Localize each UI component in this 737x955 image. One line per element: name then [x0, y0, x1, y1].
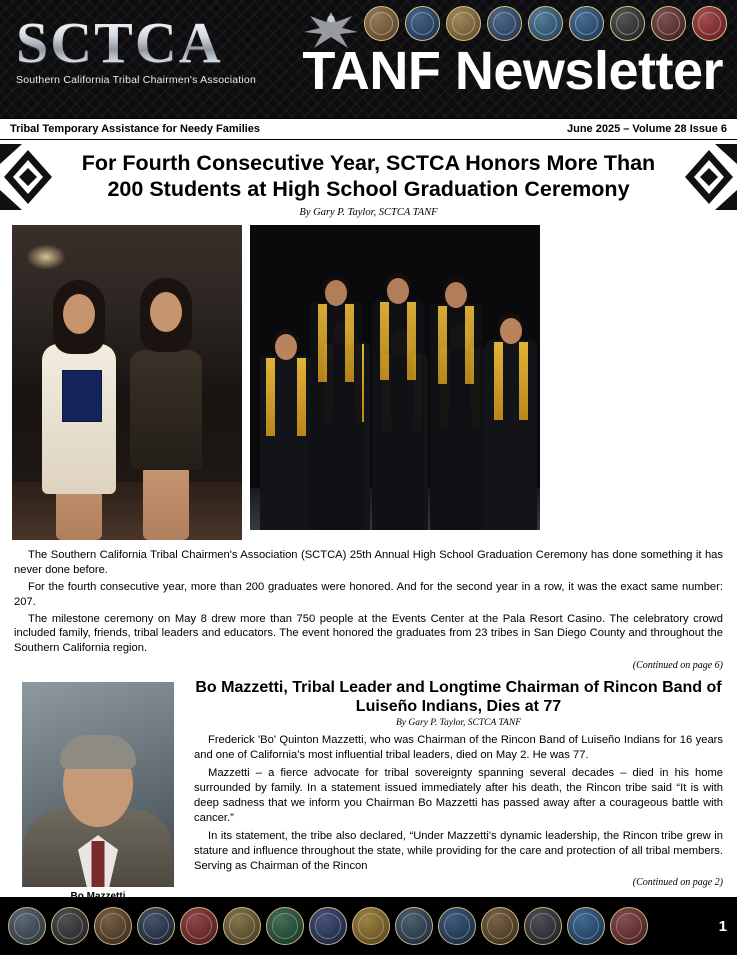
photo-figure: [306, 280, 366, 530]
footer-seal-pala: [352, 907, 390, 945]
second-story-text: [194, 678, 723, 902]
issue-info: June 2025 – Volume 28 Issue 6: [567, 123, 727, 135]
second-story: [0, 672, 737, 902]
second-paragraph: Mazzetti – a fierce advocate for tribal sovereignty spanning several decades – died in his home surrounded by family. In a statement issued immediately after his death, the Rincon tribe said “It is with deep sadness that we inform you Chairman Bo Mazzetti has passed away after a courageous battle with cancer.”: [194, 767, 723, 825]
tribal-seal-9: [692, 6, 727, 41]
lead-story-body: [0, 540, 737, 672]
second-paragraph: In its statement, the tribe also declared, “Under Mazzetti's dynamic leadership, the Rincon tribe grew in stature and influence throughout the state, while providing for the care and protection of all tribal members. Serving as Chairman of the Rincon: [194, 830, 723, 873]
tribal-seal-6: [569, 6, 604, 41]
tribal-diamond-left-icon: [0, 144, 56, 210]
tribal-seal-7: [610, 6, 645, 41]
sctca-logo-text: SCTCA: [16, 14, 306, 72]
lead-photo-left: [12, 225, 242, 540]
lead-continued-note: (Continued on page 6): [632, 659, 723, 671]
lead-paragraph: For the fourth consecutive year, more than 200 graduates were honored. And for the second year in a row, it was the exact same number: 207.: [14, 581, 723, 608]
second-headline: Bo Mazzetti, Tribal Leader and Longtime Chairman of Rincon Band of Luiseño Indians, Dies at 77: [195, 679, 722, 716]
tribal-seal-2: [405, 6, 440, 41]
lead-photo-row: [0, 222, 737, 540]
lead-paragraph: The Southern California Tribal Chairmen's Association (SCTCA) 25th Annual High School Graduation Ceremony has done something it has never done before.: [14, 549, 723, 577]
subtitle-left: Tribal Temporary Assistance for Needy Families: [10, 123, 261, 135]
tribal-diamond-right-icon: [681, 144, 737, 210]
second-byline: By Gary P. Taylor, SCTCA TANF: [395, 718, 522, 729]
second-paragraph: Frederick 'Bo' Quinton Mazzetti, who was Chairman of the Rincon Band of Luiseño Indians for 16 years and one of California's most influential tribal leaders, died on May 2. He was 77.: [194, 734, 723, 762]
footer-seal-viejas: [481, 907, 519, 945]
lead-byline: By Gary P. Taylor, SCTCA TANF: [299, 207, 438, 219]
footer-seal-san-manuel: [438, 907, 476, 945]
footer-seal-rincon: [395, 907, 433, 945]
masthead: [0, 0, 737, 118]
tribal-seal-8: [651, 6, 686, 41]
diploma-folder: [62, 370, 102, 422]
tribal-seal-5: [528, 6, 563, 41]
lead-headline-band: [0, 140, 737, 222]
footer-seal-cahuilla: [610, 907, 648, 945]
bo-mazzetti-portrait: [22, 682, 174, 887]
footer-seal-mesa-grande: [137, 907, 175, 945]
masthead-logo-block: [16, 10, 306, 86]
footer-seal-pauma: [309, 907, 347, 945]
photo-figure: [482, 318, 540, 530]
portrait-block: [14, 678, 182, 902]
lead-paragraph: The milestone ceremony on May 8 drew more than 750 people at the Events Center at the Pala Resort Casino. The celebratory crowd included family, friends, tribal leaders and educators. The event honored the graduates from 23 tribes in San Diego County and throughout the Southern California region.: [14, 612, 723, 655]
photo-figure: [426, 282, 486, 530]
sctca-logo-subtitle: Southern California Tribal Chairmen's Association: [16, 74, 257, 86]
footer-seal-jamul: [524, 907, 562, 945]
footer-seal-row: [8, 907, 713, 945]
footer-seal-sycuan: [567, 907, 605, 945]
photo-figure: [368, 278, 428, 530]
tribal-seal-4: [487, 6, 522, 41]
footer-seal-manzanita: [180, 907, 218, 945]
lead-photo-right: [250, 225, 540, 530]
footer-seal-la-posta: [51, 907, 89, 945]
footer-bar: [0, 897, 737, 955]
tribal-seal-row: [364, 6, 727, 41]
footer-seal-barona: [8, 907, 46, 945]
footer-seal-campo: [94, 907, 132, 945]
subtitle-bar: [0, 118, 737, 140]
photo-figure: [116, 278, 216, 540]
second-continued-note: (Continued on page 2): [632, 877, 723, 889]
newsletter-title: TANF Newsletter: [302, 41, 723, 101]
tribal-seal-3: [446, 6, 481, 41]
lead-headline: For Fourth Consecutive Year, SCTCA Honors More Than 200 Students at High School Graduation Ceremony: [81, 151, 656, 202]
footer-seal-inaja: [223, 907, 261, 945]
footer-seal-santa-ysabel: [266, 907, 304, 945]
page-number: 1: [718, 917, 727, 935]
tribal-seal-1: [364, 6, 399, 41]
